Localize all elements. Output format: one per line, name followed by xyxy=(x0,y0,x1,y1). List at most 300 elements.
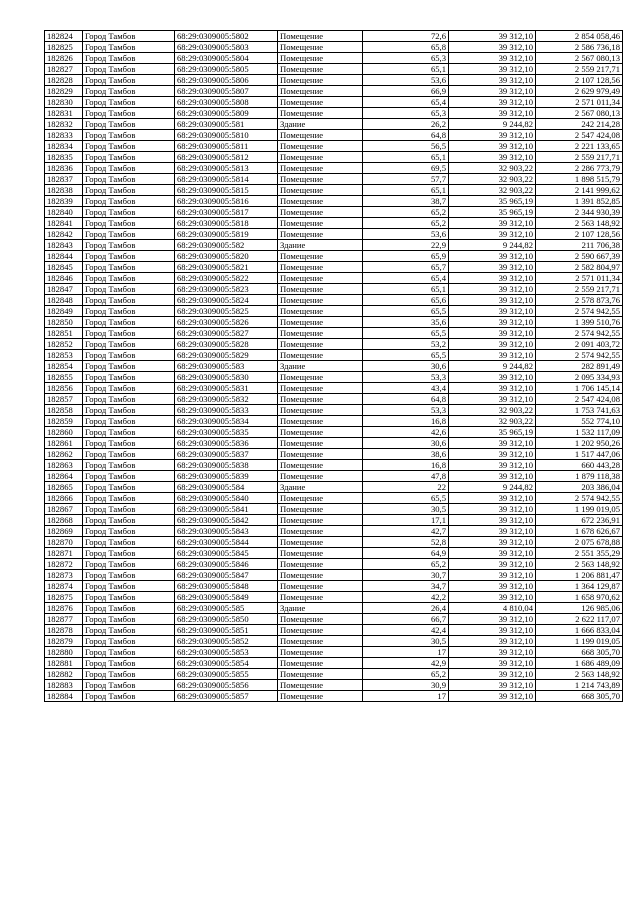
cadastral-value-cell: 2 563 148,92 xyxy=(536,669,623,680)
object-type-cell: Помещение xyxy=(278,493,363,504)
cadastral-value-cell: 2 547 424,08 xyxy=(536,130,623,141)
cadastral-number-cell: 68:29:0309005:583 xyxy=(175,361,278,372)
table-row xyxy=(45,53,623,64)
table-row xyxy=(45,383,623,394)
object-type-cell: Помещение xyxy=(278,427,363,438)
locality-cell: Город Тамбов xyxy=(83,383,175,394)
specific-value-cell: 4 810,04 xyxy=(449,603,536,614)
table-row xyxy=(45,405,623,416)
area-cell: 16,8 xyxy=(363,416,449,427)
specific-value-cell: 39 312,10 xyxy=(449,75,536,86)
area-cell: 47,8 xyxy=(363,471,449,482)
area-cell: 17 xyxy=(363,647,449,658)
cadastral-number-cell: 68:29:0309005:5837 xyxy=(175,449,278,460)
table-row xyxy=(45,427,623,438)
object-type-cell: Помещение xyxy=(278,515,363,526)
object-type-cell: Помещение xyxy=(278,647,363,658)
row-id-cell: 182854 xyxy=(45,361,83,372)
cadastral-value-cell: 1 658 970,62 xyxy=(536,592,623,603)
row-id-cell: 182833 xyxy=(45,130,83,141)
specific-value-cell: 9 244,82 xyxy=(449,482,536,493)
table-row xyxy=(45,537,623,548)
specific-value-cell: 39 312,10 xyxy=(449,42,536,53)
cadastral-number-cell: 68:29:0309005:5854 xyxy=(175,658,278,669)
table-row xyxy=(45,64,623,75)
locality-cell: Город Тамбов xyxy=(83,372,175,383)
table-row xyxy=(45,636,623,647)
specific-value-cell: 39 312,10 xyxy=(449,350,536,361)
table-row xyxy=(45,471,623,482)
cadastral-number-cell: 68:29:0309005:5852 xyxy=(175,636,278,647)
row-id-cell: 182867 xyxy=(45,504,83,515)
object-type-cell: Помещение xyxy=(278,680,363,691)
specific-value-cell: 32 903,22 xyxy=(449,185,536,196)
area-cell: 42,9 xyxy=(363,658,449,669)
locality-cell: Город Тамбов xyxy=(83,152,175,163)
cadastral-number-cell: 68:29:0309005:5806 xyxy=(175,75,278,86)
table-row xyxy=(45,273,623,284)
cadastral-number-cell: 68:29:0309005:5810 xyxy=(175,130,278,141)
area-cell: 22,9 xyxy=(363,240,449,251)
specific-value-cell: 9 244,82 xyxy=(449,119,536,130)
cadastral-value-cell: 2 586 736,18 xyxy=(536,42,623,53)
locality-cell: Город Тамбов xyxy=(83,636,175,647)
locality-cell: Город Тамбов xyxy=(83,295,175,306)
locality-cell: Город Тамбов xyxy=(83,196,175,207)
area-cell: 65,3 xyxy=(363,53,449,64)
object-type-cell: Помещение xyxy=(278,317,363,328)
table-row xyxy=(45,108,623,119)
cadastral-value-cell: 242 214,28 xyxy=(536,119,623,130)
specific-value-cell: 39 312,10 xyxy=(449,614,536,625)
table-row xyxy=(45,669,623,680)
cadastral-number-cell: 68:29:0309005:5829 xyxy=(175,350,278,361)
cadastral-number-cell: 68:29:0309005:5817 xyxy=(175,207,278,218)
area-cell: 65,4 xyxy=(363,97,449,108)
object-type-cell: Помещение xyxy=(278,581,363,592)
row-id-cell: 182841 xyxy=(45,218,83,229)
cadastral-value-cell: 660 443,28 xyxy=(536,460,623,471)
area-cell: 22 xyxy=(363,482,449,493)
area-cell: 53,3 xyxy=(363,405,449,416)
area-cell: 42,6 xyxy=(363,427,449,438)
table-row xyxy=(45,394,623,405)
cadastral-value-cell: 2 578 873,76 xyxy=(536,295,623,306)
locality-cell: Город Тамбов xyxy=(83,581,175,592)
area-cell: 42,2 xyxy=(363,592,449,603)
area-cell: 53,3 xyxy=(363,372,449,383)
object-type-cell: Помещение xyxy=(278,394,363,405)
locality-cell: Город Тамбов xyxy=(83,669,175,680)
area-cell: 30,9 xyxy=(363,680,449,691)
object-type-cell: Помещение xyxy=(278,350,363,361)
cadastral-number-cell: 68:29:0309005:5856 xyxy=(175,680,278,691)
area-cell: 30,5 xyxy=(363,504,449,515)
cadastral-number-cell: 68:29:0309005:5845 xyxy=(175,548,278,559)
object-type-cell: Помещение xyxy=(278,691,363,702)
area-cell: 26,4 xyxy=(363,603,449,614)
row-id-cell: 182863 xyxy=(45,460,83,471)
cadastral-number-cell: 68:29:0309005:5834 xyxy=(175,416,278,427)
specific-value-cell: 39 312,10 xyxy=(449,31,536,42)
locality-cell: Город Тамбов xyxy=(83,64,175,75)
cadastral-value-cell: 1 214 743,89 xyxy=(536,680,623,691)
cadastral-value-cell: 2 141 999,62 xyxy=(536,185,623,196)
locality-cell: Город Тамбов xyxy=(83,614,175,625)
table-row xyxy=(45,438,623,449)
row-id-cell: 182878 xyxy=(45,625,83,636)
area-cell: 30,6 xyxy=(363,438,449,449)
area-cell: 53,6 xyxy=(363,75,449,86)
row-id-cell: 182882 xyxy=(45,669,83,680)
cadastral-number-cell: 68:29:0309005:5835 xyxy=(175,427,278,438)
row-id-cell: 182853 xyxy=(45,350,83,361)
row-id-cell: 182864 xyxy=(45,471,83,482)
row-id-cell: 182873 xyxy=(45,570,83,581)
table-row xyxy=(45,460,623,471)
area-cell: 66,7 xyxy=(363,614,449,625)
row-id-cell: 182824 xyxy=(45,31,83,42)
cadastral-number-cell: 68:29:0309005:5809 xyxy=(175,108,278,119)
row-id-cell: 182836 xyxy=(45,163,83,174)
cadastral-number-cell: 68:29:0309005:5823 xyxy=(175,284,278,295)
specific-value-cell: 39 312,10 xyxy=(449,647,536,658)
specific-value-cell: 39 312,10 xyxy=(449,680,536,691)
locality-cell: Город Тамбов xyxy=(83,361,175,372)
cadastral-value-cell: 211 706,38 xyxy=(536,240,623,251)
table-row xyxy=(45,493,623,504)
row-id-cell: 182844 xyxy=(45,251,83,262)
specific-value-cell: 39 312,10 xyxy=(449,262,536,273)
table-row xyxy=(45,548,623,559)
locality-cell: Город Тамбов xyxy=(83,449,175,460)
cadastral-number-cell: 68:29:0309005:5820 xyxy=(175,251,278,262)
object-type-cell: Помещение xyxy=(278,42,363,53)
table-row xyxy=(45,658,623,669)
table-row xyxy=(45,570,623,581)
row-id-cell: 182846 xyxy=(45,273,83,284)
area-cell: 53,2 xyxy=(363,339,449,350)
row-id-cell: 182875 xyxy=(45,592,83,603)
table-row xyxy=(45,130,623,141)
table-row xyxy=(45,196,623,207)
locality-cell: Город Тамбов xyxy=(83,427,175,438)
specific-value-cell: 39 312,10 xyxy=(449,515,536,526)
specific-value-cell: 39 312,10 xyxy=(449,328,536,339)
specific-value-cell: 39 312,10 xyxy=(449,97,536,108)
row-id-cell: 182859 xyxy=(45,416,83,427)
table-row xyxy=(45,218,623,229)
locality-cell: Город Тамбов xyxy=(83,119,175,130)
area-cell: 30,7 xyxy=(363,570,449,581)
locality-cell: Город Тамбов xyxy=(83,75,175,86)
cadastral-number-cell: 68:29:0309005:5818 xyxy=(175,218,278,229)
cadastral-value-cell: 2 574 942,55 xyxy=(536,493,623,504)
locality-cell: Город Тамбов xyxy=(83,174,175,185)
cadastral-value-cell: 1 399 510,76 xyxy=(536,317,623,328)
cadastral-number-cell: 68:29:0309005:5819 xyxy=(175,229,278,240)
cadastral-value-cell: 1 686 489,09 xyxy=(536,658,623,669)
locality-cell: Город Тамбов xyxy=(83,251,175,262)
specific-value-cell: 35 965,19 xyxy=(449,196,536,207)
row-id-cell: 182874 xyxy=(45,581,83,592)
object-type-cell: Помещение xyxy=(278,625,363,636)
object-type-cell: Помещение xyxy=(278,185,363,196)
object-type-cell: Помещение xyxy=(278,592,363,603)
specific-value-cell: 39 312,10 xyxy=(449,218,536,229)
cadastral-number-cell: 68:29:0309005:5827 xyxy=(175,328,278,339)
specific-value-cell: 39 312,10 xyxy=(449,504,536,515)
cadastral-value-cell: 2 567 080,13 xyxy=(536,108,623,119)
table-row xyxy=(45,306,623,317)
row-id-cell: 182861 xyxy=(45,438,83,449)
object-type-cell: Помещение xyxy=(278,658,363,669)
locality-cell: Город Тамбов xyxy=(83,317,175,328)
area-cell: 42,7 xyxy=(363,526,449,537)
area-cell: 57,7 xyxy=(363,174,449,185)
area-cell: 38,6 xyxy=(363,449,449,460)
area-cell: 64,9 xyxy=(363,548,449,559)
locality-cell: Город Тамбов xyxy=(83,537,175,548)
area-cell: 26,2 xyxy=(363,119,449,130)
cadastral-value-cell: 552 774,10 xyxy=(536,416,623,427)
locality-cell: Город Тамбов xyxy=(83,548,175,559)
specific-value-cell: 39 312,10 xyxy=(449,658,536,669)
table-row xyxy=(45,614,623,625)
specific-value-cell: 39 312,10 xyxy=(449,229,536,240)
locality-cell: Город Тамбов xyxy=(83,141,175,152)
cadastral-number-cell: 68:29:0309005:5828 xyxy=(175,339,278,350)
area-cell: 38,7 xyxy=(363,196,449,207)
area-cell: 65,7 xyxy=(363,262,449,273)
area-cell: 65,5 xyxy=(363,306,449,317)
specific-value-cell: 32 903,22 xyxy=(449,405,536,416)
cadastral-number-cell: 68:29:0309005:5848 xyxy=(175,581,278,592)
cadastral-value-cell: 2 582 804,97 xyxy=(536,262,623,273)
locality-cell: Город Тамбов xyxy=(83,262,175,273)
table-row xyxy=(45,625,623,636)
cadastral-value-cell: 1 391 852,85 xyxy=(536,196,623,207)
object-type-cell: Помещение xyxy=(278,636,363,647)
object-type-cell: Здание xyxy=(278,361,363,372)
row-id-cell: 182866 xyxy=(45,493,83,504)
object-type-cell: Помещение xyxy=(278,559,363,570)
area-cell: 72,6 xyxy=(363,31,449,42)
object-type-cell: Помещение xyxy=(278,97,363,108)
cadastral-number-cell: 68:29:0309005:5826 xyxy=(175,317,278,328)
specific-value-cell: 39 312,10 xyxy=(449,141,536,152)
specific-value-cell: 39 312,10 xyxy=(449,438,536,449)
cadastral-value-cell: 1 199 019,05 xyxy=(536,636,623,647)
table-row xyxy=(45,328,623,339)
table-row xyxy=(45,559,623,570)
object-type-cell: Помещение xyxy=(278,141,363,152)
locality-cell: Город Тамбов xyxy=(83,185,175,196)
cadastral-value-cell: 2 095 334,93 xyxy=(536,372,623,383)
cadastral-value-cell: 2 567 080,13 xyxy=(536,53,623,64)
area-cell: 64,8 xyxy=(363,394,449,405)
row-id-cell: 182884 xyxy=(45,691,83,702)
specific-value-cell: 39 312,10 xyxy=(449,669,536,680)
locality-cell: Город Тамбов xyxy=(83,438,175,449)
row-id-cell: 182849 xyxy=(45,306,83,317)
cadastral-value-cell: 203 386,04 xyxy=(536,482,623,493)
cadastral-value-cell: 672 236,91 xyxy=(536,515,623,526)
cadastral-number-cell: 68:29:0309005:5833 xyxy=(175,405,278,416)
locality-cell: Город Тамбов xyxy=(83,350,175,361)
cadastral-value-cell: 2 286 773,79 xyxy=(536,163,623,174)
area-cell: 64,8 xyxy=(363,130,449,141)
specific-value-cell: 39 312,10 xyxy=(449,152,536,163)
table-row xyxy=(45,691,623,702)
table-row xyxy=(45,185,623,196)
area-cell: 34,7 xyxy=(363,581,449,592)
locality-cell: Город Тамбов xyxy=(83,306,175,317)
specific-value-cell: 39 312,10 xyxy=(449,570,536,581)
row-id-cell: 182825 xyxy=(45,42,83,53)
area-cell: 65,1 xyxy=(363,284,449,295)
row-id-cell: 182838 xyxy=(45,185,83,196)
row-id-cell: 182870 xyxy=(45,537,83,548)
locality-cell: Город Тамбов xyxy=(83,647,175,658)
object-type-cell: Здание xyxy=(278,603,363,614)
object-type-cell: Помещение xyxy=(278,31,363,42)
cadastral-number-cell: 68:29:0309005:5851 xyxy=(175,625,278,636)
area-cell: 65,4 xyxy=(363,273,449,284)
area-cell: 65,2 xyxy=(363,559,449,570)
cadastral-number-cell: 68:29:0309005:5830 xyxy=(175,372,278,383)
cadastral-value-cell: 2 622 117,07 xyxy=(536,614,623,625)
row-id-cell: 182845 xyxy=(45,262,83,273)
object-type-cell: Помещение xyxy=(278,174,363,185)
table-row xyxy=(45,262,623,273)
table-row xyxy=(45,174,623,185)
object-type-cell: Здание xyxy=(278,482,363,493)
object-type-cell: Помещение xyxy=(278,405,363,416)
locality-cell: Город Тамбов xyxy=(83,405,175,416)
area-cell: 65,5 xyxy=(363,328,449,339)
cadastral-value-cell: 2 091 403,72 xyxy=(536,339,623,350)
table-row xyxy=(45,647,623,658)
cadastral-number-cell: 68:29:0309005:5804 xyxy=(175,53,278,64)
specific-value-cell: 39 312,10 xyxy=(449,493,536,504)
object-type-cell: Помещение xyxy=(278,383,363,394)
cadastral-number-cell: 68:29:0309005:5849 xyxy=(175,592,278,603)
table-row xyxy=(45,361,623,372)
locality-cell: Город Тамбов xyxy=(83,691,175,702)
cadastral-value-cell: 2 344 930,39 xyxy=(536,207,623,218)
specific-value-cell: 39 312,10 xyxy=(449,636,536,647)
specific-value-cell: 39 312,10 xyxy=(449,251,536,262)
specific-value-cell: 39 312,10 xyxy=(449,108,536,119)
specific-value-cell: 39 312,10 xyxy=(449,295,536,306)
locality-cell: Город Тамбов xyxy=(83,471,175,482)
row-id-cell: 182860 xyxy=(45,427,83,438)
cadastral-value-cell: 1 879 118,38 xyxy=(536,471,623,482)
row-id-cell: 182835 xyxy=(45,152,83,163)
row-id-cell: 182880 xyxy=(45,647,83,658)
cadastral-value-cell: 2 571 011,34 xyxy=(536,97,623,108)
specific-value-cell: 39 312,10 xyxy=(449,284,536,295)
locality-cell: Город Тамбов xyxy=(83,218,175,229)
object-type-cell: Помещение xyxy=(278,196,363,207)
area-cell: 65,1 xyxy=(363,152,449,163)
specific-value-cell: 39 312,10 xyxy=(449,383,536,394)
object-type-cell: Помещение xyxy=(278,53,363,64)
locality-cell: Город Тамбов xyxy=(83,515,175,526)
area-cell: 17,1 xyxy=(363,515,449,526)
row-id-cell: 182834 xyxy=(45,141,83,152)
object-type-cell: Помещение xyxy=(278,218,363,229)
table-row xyxy=(45,339,623,350)
cadastral-number-cell: 68:29:0309005:5822 xyxy=(175,273,278,284)
specific-value-cell: 39 312,10 xyxy=(449,372,536,383)
table-row xyxy=(45,163,623,174)
object-type-cell: Помещение xyxy=(278,262,363,273)
locality-cell: Город Тамбов xyxy=(83,416,175,427)
locality-cell: Город Тамбов xyxy=(83,229,175,240)
cadastral-value-cell: 1 532 117,09 xyxy=(536,427,623,438)
row-id-cell: 182869 xyxy=(45,526,83,537)
cadastral-number-cell: 68:29:0309005:5853 xyxy=(175,647,278,658)
row-id-cell: 182839 xyxy=(45,196,83,207)
table-row xyxy=(45,317,623,328)
area-cell: 66,9 xyxy=(363,86,449,97)
row-id-cell: 182850 xyxy=(45,317,83,328)
cadastral-number-cell: 68:29:0309005:5816 xyxy=(175,196,278,207)
object-type-cell: Помещение xyxy=(278,504,363,515)
row-id-cell: 182883 xyxy=(45,680,83,691)
cadastral-number-cell: 68:29:0309005:5840 xyxy=(175,493,278,504)
row-id-cell: 182830 xyxy=(45,97,83,108)
specific-value-cell: 32 903,22 xyxy=(449,163,536,174)
row-id-cell: 182842 xyxy=(45,229,83,240)
specific-value-cell: 39 312,10 xyxy=(449,86,536,97)
row-id-cell: 182826 xyxy=(45,53,83,64)
object-type-cell: Помещение xyxy=(278,75,363,86)
cadastral-value-cell: 2 563 148,92 xyxy=(536,218,623,229)
cadastral-value-cell: 1 753 741,63 xyxy=(536,405,623,416)
cadastral-value-cell: 1 706 145,14 xyxy=(536,383,623,394)
locality-cell: Город Тамбов xyxy=(83,526,175,537)
cadastral-number-cell: 68:29:0309005:5841 xyxy=(175,504,278,515)
specific-value-cell: 39 312,10 xyxy=(449,306,536,317)
object-type-cell: Помещение xyxy=(278,284,363,295)
locality-cell: Город Тамбов xyxy=(83,394,175,405)
locality-cell: Город Тамбов xyxy=(83,592,175,603)
cadastral-number-cell: 68:29:0309005:5821 xyxy=(175,262,278,273)
row-id-cell: 182881 xyxy=(45,658,83,669)
locality-cell: Город Тамбов xyxy=(83,570,175,581)
locality-cell: Город Тамбов xyxy=(83,273,175,284)
row-id-cell: 182848 xyxy=(45,295,83,306)
row-id-cell: 182858 xyxy=(45,405,83,416)
specific-value-cell: 39 312,10 xyxy=(449,548,536,559)
row-id-cell: 182837 xyxy=(45,174,83,185)
object-type-cell: Помещение xyxy=(278,86,363,97)
area-cell: 69,5 xyxy=(363,163,449,174)
cadastral-value-cell: 668 305,70 xyxy=(536,647,623,658)
locality-cell: Город Тамбов xyxy=(83,108,175,119)
row-id-cell: 182847 xyxy=(45,284,83,295)
area-cell: 35,6 xyxy=(363,317,449,328)
row-id-cell: 182832 xyxy=(45,119,83,130)
table-row xyxy=(45,680,623,691)
object-type-cell: Помещение xyxy=(278,416,363,427)
cadastral-number-cell: 68:29:0309005:5807 xyxy=(175,86,278,97)
row-id-cell: 182865 xyxy=(45,482,83,493)
table-row xyxy=(45,251,623,262)
